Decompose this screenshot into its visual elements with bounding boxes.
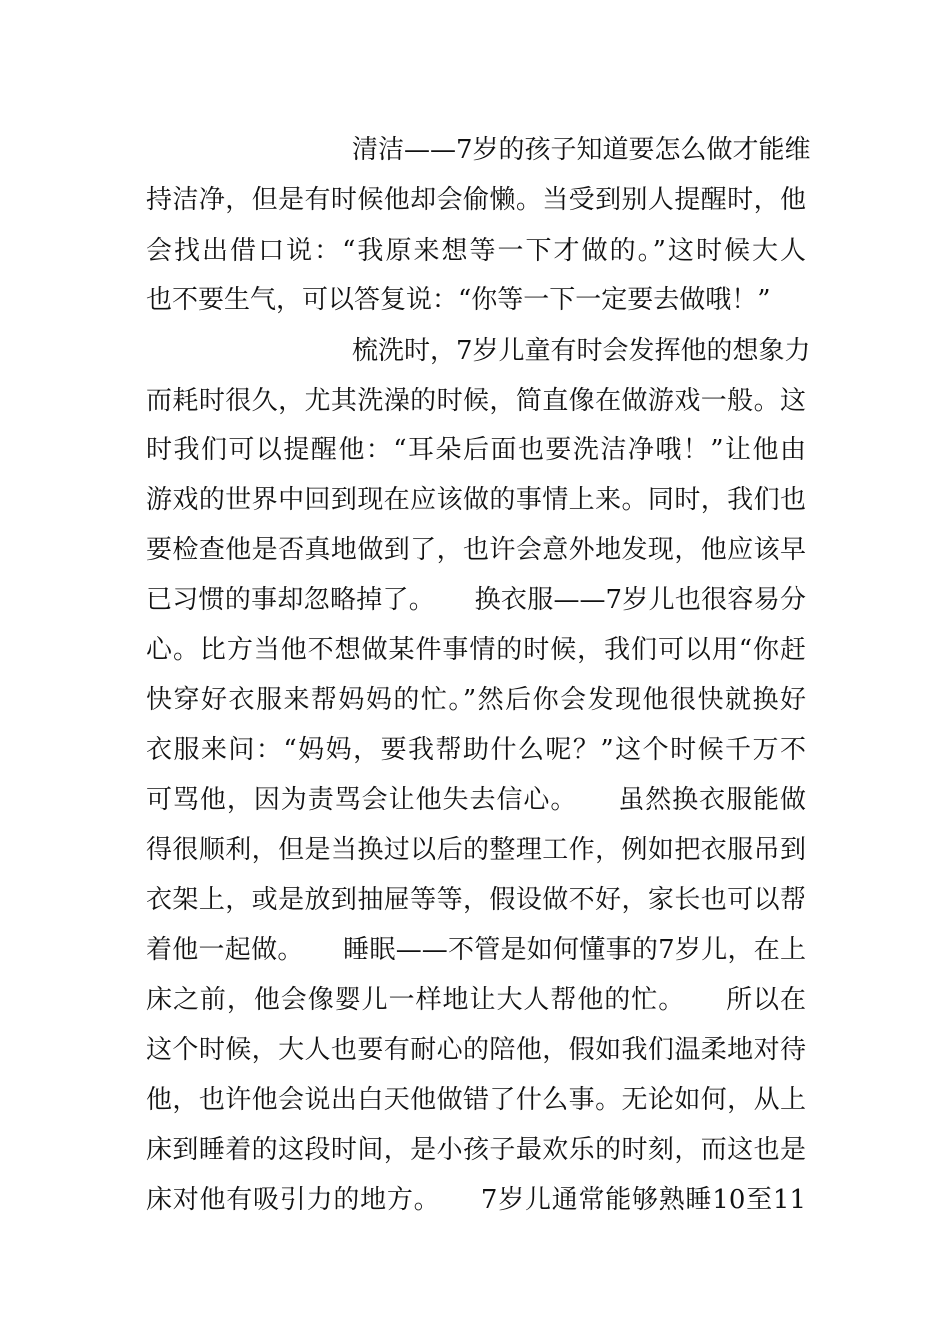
text-line-10: 已习惯的事却忽略掉了。 换衣服——7岁儿也很容易分 [146,585,806,615]
text-line-22: 床对他有吸引力的地方。 7岁儿通常能够熟睡10至11 [146,1185,806,1215]
text-line-8: 游戏的世界中回到现在应该做的事情上来。同时，我们也 [146,485,806,515]
text-line-13: 衣服来问：“妈妈，要我帮助什么呢？”这个时候千万不 [146,735,806,765]
text-line-5: 梳洗时，7岁儿童有时会发挥他的想象力 [352,336,811,366]
text-line-21: 床到睡着的这段时间，是小孩子最欢乐的时刻，而这也是 [146,1135,806,1165]
text-line-20: 他，也许他会说出白天他做错了什么事。无论如何，从上 [146,1085,806,1115]
text-line-12: 快穿好衣服来帮妈妈的忙。”然后你会发现他很快就换好 [146,685,806,715]
text-line-6: 而耗时很久，尤其洗澡的时候，简直像在做游戏一般。这 [146,386,806,416]
text-line-19: 这个时候，大人也要有耐心的陪他，假如我们温柔地对待 [146,1035,806,1065]
text-line-16: 衣架上，或是放到抽屉等等，假设做不好，家长也可以帮 [146,885,806,915]
text-line-1: 清洁——7岁的孩子知道要怎么做才能维 [352,135,811,165]
text-line-18: 床之前，他会像婴儿一样地让大人帮他的忙。 所以在 [146,985,806,1015]
text-line-15: 得很顺利，但是当换过以后的整理工作，例如把衣服吊到 [146,835,806,865]
text-line-17: 着他一起做。 睡眠——不管是如何懂事的7岁儿，在上 [146,935,806,965]
text-line-4: 也不要生气，可以答复说：“你等一下一定要去做哦！” [146,285,771,315]
text-line-2: 持洁净，但是有时候他却会偷懒。当受到别人提醒时，他 [146,185,806,215]
text-line-14: 可骂他，因为责骂会让他失去信心。 虽然换衣服能做 [146,785,806,815]
text-line-3: 会找出借口说：“我原来想等一下才做的。”这时候大人 [146,236,806,266]
text-line-11: 心。比方当他不想做某件事情的时候，我们可以用“你赶 [146,635,806,665]
text-line-9: 要检查他是否真地做到了，也许会意外地发现，他应该早 [146,535,806,565]
text-line-7: 时我们可以提醒他：“耳朵后面也要洗洁净哦！”让他由 [146,435,806,465]
